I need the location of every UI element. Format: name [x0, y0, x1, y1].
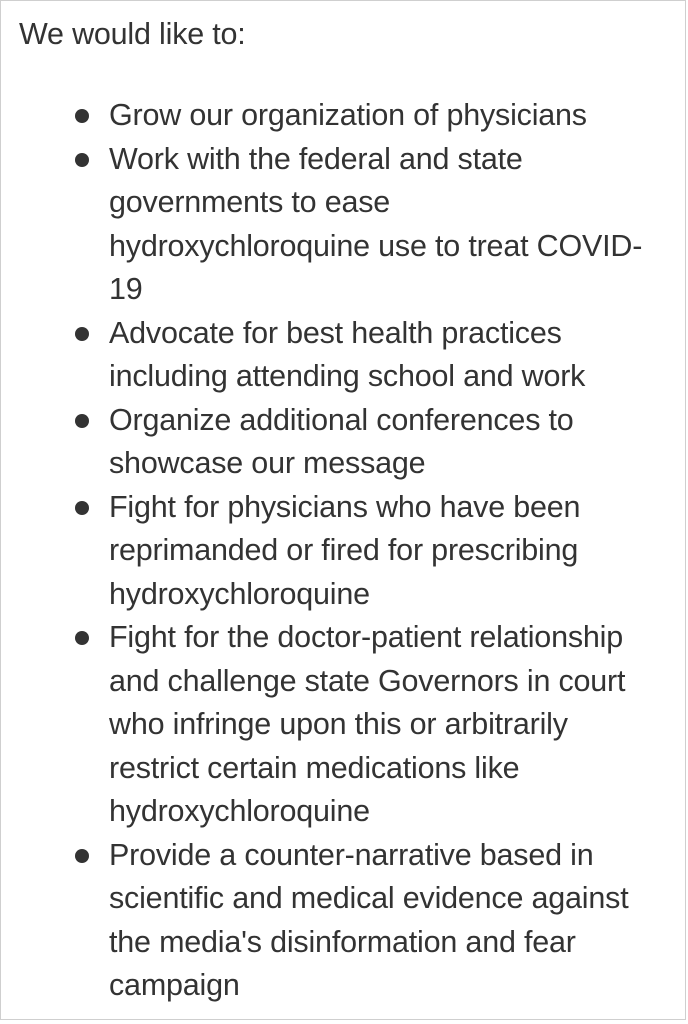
goal-line: Fight for the doctor-patient relationship [109, 620, 623, 654]
bullet-icon [75, 849, 89, 863]
goal-line: restrict certain medications like [109, 750, 520, 785]
goal-line: hydroxychloroquine use to treat COVID- [109, 228, 643, 263]
goal-line: 19 [109, 272, 143, 306]
goal-item-fight-for-physicians [1, 486, 686, 617]
bullet-icon [75, 153, 89, 167]
goal-item-organize-conferences [1, 399, 686, 486]
bullet-icon [75, 414, 89, 428]
goal-line: scientific and medical evidence against [109, 881, 629, 915]
goal-line: Organize additional conferences to [109, 402, 574, 437]
goal-line: including attending school and work [109, 359, 586, 393]
goal-line: reprimanded or fired for prescribing [109, 533, 579, 567]
goal-item-counter-narrative [1, 834, 686, 1008]
goal-line: the media's disinformation and fear [109, 924, 576, 959]
goal-line: who infringe upon this or arbitrarily [109, 707, 568, 741]
goal-item-doctor-patient-relationship [1, 616, 686, 834]
goal-item-advocate-health-practices [1, 312, 686, 399]
goal-line: campaign [109, 968, 240, 1002]
goal-line: governments to ease [109, 185, 391, 219]
bullet-icon [75, 109, 89, 123]
goal-line: hydroxychloroquine [109, 576, 370, 611]
bullet-icon [75, 631, 89, 645]
goal-item-work-with-governments [1, 138, 686, 312]
bullet-icon [75, 501, 89, 515]
goal-line: and challenge state Governors in court [109, 663, 626, 698]
goal-line: Grow our organization of physicians [109, 98, 587, 132]
goal-line: Work with the federal and state [109, 141, 523, 176]
goal-item-grow-organization [1, 94, 686, 138]
intro-text: We would like to: [19, 17, 246, 51]
bullet-icon [75, 327, 89, 341]
goal-line: Fight for physicians who have been [109, 489, 581, 524]
goal-line: hydroxychloroquine [109, 794, 370, 828]
goal-line: showcase our message [109, 446, 426, 480]
goals-list [1, 94, 686, 1008]
goal-line: Advocate for best health practices [109, 315, 562, 350]
goal-line: Provide a counter-narrative based in [109, 837, 594, 872]
